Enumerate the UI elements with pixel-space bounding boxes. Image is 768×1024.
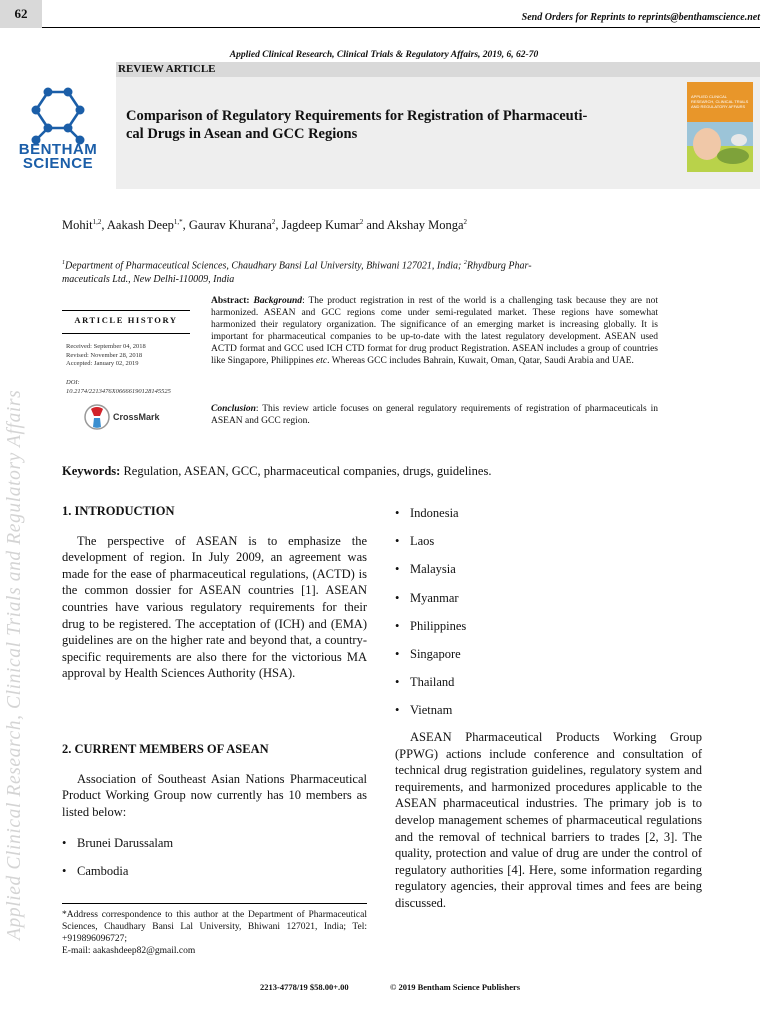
author-name: Jagdeep Kumar <box>281 218 360 233</box>
bullet-icon: • <box>395 647 400 661</box>
reprints-notice: Send Orders for Reprints to reprints@benthamscience.net <box>521 12 760 23</box>
crossmark-badge[interactable] <box>84 403 160 431</box>
author-affiliation-marker: 1,2 <box>92 218 102 226</box>
abstract-label: Abstract: <box>211 296 250 306</box>
affiliation-marker-1: 1 <box>62 260 65 266</box>
bullet-icon: • <box>62 836 67 850</box>
section-1-paragraph: The perspective of ASEAN is to emphasize the development of region. In July 2009, an agreement was made for the ease of pharmaceutical regulations, (ACTD) is the common dossier for ASEAN countries [1]. ASEAN countries have various regulatory requirements for their drug to be registered. The acceptation of (ICH) and (EMA) guidelines are on the higher rate and beyond that, a country-specific requirements are also there for the victorious MA approval by Health Sciences Authority (HSA). <box>62 533 367 681</box>
bullet-icon: • <box>395 590 400 605</box>
left-column-section-2 <box>62 741 367 820</box>
page-number: 62 <box>0 0 42 28</box>
keywords-label: Keywords: <box>62 464 121 478</box>
section-1-heading: 1. INTRODUCTION <box>62 504 175 518</box>
bullet-icon: • <box>395 506 400 520</box>
journal-cover-thumbnail <box>687 82 753 172</box>
bullet-icon: • <box>395 534 400 549</box>
author-name: Aakash Deep <box>106 218 174 233</box>
footer-copyright: © 2019 Bentham Science Publishers <box>390 982 521 992</box>
publisher-name-line-1: BENTHAM <box>18 141 98 158</box>
member-name: Singapore <box>410 647 461 661</box>
crossmark-label: CrossMark <box>113 412 160 422</box>
accepted-date: Accepted: January 02, 2019 <box>66 360 139 367</box>
background-tail: . Whereas GCC includes Bahrain, Kuwait, Oman, Qatar, Saudi Arabia and UAE. <box>327 356 634 366</box>
author-name: Gaurav Khurana <box>188 218 272 233</box>
member-name: Philippines <box>410 618 467 633</box>
author-separator: , <box>101 218 107 233</box>
member-name: Vietnam <box>410 703 453 718</box>
member-name: Laos <box>410 534 435 549</box>
cover-title: APPLIED CLINICAL RESEARCH, CLINICAL TRIALS AND REGULATORY AFFAIRS <box>691 94 749 109</box>
member-name: Malaysia <box>410 562 456 577</box>
etc-text: etc <box>316 356 328 366</box>
author-name: Akshay Monga <box>386 218 464 233</box>
conclusion-label: Conclusion <box>211 404 256 414</box>
footnote-email: E-mail: aakashdeep82@gmail.com <box>62 946 196 956</box>
journal-citation: Applied Clinical Research, Clinical Trials & Regulatory Affairs, 2019, 6, 62-70 <box>229 50 539 60</box>
affiliations <box>62 256 662 287</box>
affiliation-2-cont: maceuticals Ltd., New Delhi-110009, India <box>62 274 235 286</box>
publisher-name <box>8 143 108 171</box>
bullet-icon: • <box>395 562 400 577</box>
doi-link[interactable]: 10.2174/2213476X06666190128145525 <box>66 387 171 395</box>
history-rule-top <box>62 310 190 311</box>
cover-image-icon <box>687 122 753 172</box>
member-name: Thailand <box>410 675 455 690</box>
footnote-rule <box>62 903 367 904</box>
keywords-text: Regulation, ASEAN, GCC, pharmaceutical companies, drugs, guidelines. <box>123 464 492 478</box>
header-rule <box>42 27 760 28</box>
author-affiliation-marker: 2 <box>463 218 468 226</box>
doi <box>66 379 171 396</box>
bullet-icon: • <box>395 703 400 718</box>
side-journal-watermark: Applied Clinical Research, Clinical Trials and Regulatory Affairs <box>4 389 25 940</box>
doi-label: DOI: <box>66 379 80 386</box>
member-name: Indonesia <box>410 506 459 520</box>
ppwg-paragraph-block <box>395 729 702 912</box>
bullet-icon: • <box>395 675 400 690</box>
author-separator: and <box>363 218 387 233</box>
ppwg-paragraph: ASEAN Pharmaceutical Products Working Group (PPWG) actions include conference and consultation of technical drug registration guidelines, regulatory system and requirements, and harmonized procedures applicable to the ASEAN pharmaceutical industries. The primary job is to develop management schemes of pharmaceutical regulations and the removal of technical barriers to trades [2, 3]. The quality, protection and value of drug are under the control of regulatory authorities [4]. Here, some information regarding regulatory agencies, their approval times and fees are being discussed. <box>395 730 702 910</box>
left-column <box>62 503 367 682</box>
title-line-1: Comparison of Regulatory Requirements for Registration of Pharmaceuti- <box>126 108 588 124</box>
affiliation-marker-2: 2 <box>463 260 467 266</box>
article-history-dates <box>66 343 146 369</box>
title-line-2: cal Drugs in Asean and GCC Regions <box>126 126 358 142</box>
crossmark-icon <box>84 403 110 431</box>
footnote-address: *Address correspondence to this author at the Department of Pharmaceutical Sciences, Chaudhary Bansi Lal University, Bhiwani 127021, India; Tel: +919896096727; <box>62 910 367 944</box>
author-name: Mohit <box>62 218 93 233</box>
section-2-heading: 2. CURRENT MEMBERS OF ASEAN <box>62 742 269 756</box>
background-label: Background <box>253 296 303 306</box>
bullet-icon: • <box>395 618 400 633</box>
background-text: : The product registration in rest of the world is a challenging task because they are not harmonized. ASEAN and GCC regions come under semi-regulated market. These regions have somewhat harmonized their regulatory organization. The significance of an emerging market is increasing globally. It is important for pharmaceutical companies to be up-to-date with the latest regulatory development. ASEAN used ACTD format and GCC used ICH CTD format for drug product Registration. ASEAN includes a group of countries like Singapore, Philippines <box>211 296 659 366</box>
publisher-name-line-2: SCIENCE <box>22 155 94 172</box>
article-title <box>126 107 681 143</box>
article-history-title: ARTICLE HISTORY <box>74 315 178 325</box>
abstract-background <box>211 295 658 367</box>
author-affiliation-marker: 2 <box>359 218 364 226</box>
article-type: REVIEW ARTICLE <box>116 62 760 77</box>
revised-date: Revised: November 28, 2018 <box>66 351 143 359</box>
section-2-paragraph: Association of Southeast Asian Nations Pharmaceutical Product Working Group now currently has 10 members as listed below: <box>62 771 367 819</box>
affiliation-2: Rhydburg Phar- <box>466 260 532 272</box>
member-cambodia: Cambodia <box>77 864 129 878</box>
received-date: Received: September 04, 2018 <box>66 343 146 350</box>
author-affiliation-marker: 2 <box>271 218 276 226</box>
author-affiliation-marker: 1,* <box>173 218 183 226</box>
history-rule-bottom <box>62 333 190 334</box>
keywords <box>62 464 491 479</box>
member-name: Myanmar <box>410 590 459 605</box>
abstract-conclusion <box>211 403 658 427</box>
correspondence-footnote <box>62 909 367 957</box>
author-separator: , <box>275 218 282 233</box>
author-separator: , <box>182 218 189 233</box>
affiliation-1: Department of Pharmaceutical Sciences, Chaudhary Bansi Lal University, Bhiwani 127021, India; <box>65 260 464 272</box>
member-brunei: Brunei Darussalam <box>77 836 174 850</box>
bullet-icon: • <box>62 864 67 878</box>
conclusion-text: : This review article focuses on general regulatory requirements of registration of pharmaceuticals in ASEAN and GCC region. <box>211 404 658 426</box>
author-list <box>62 218 467 233</box>
footer-issn: 2213-4778/19 $58.00+.00 <box>260 982 349 992</box>
